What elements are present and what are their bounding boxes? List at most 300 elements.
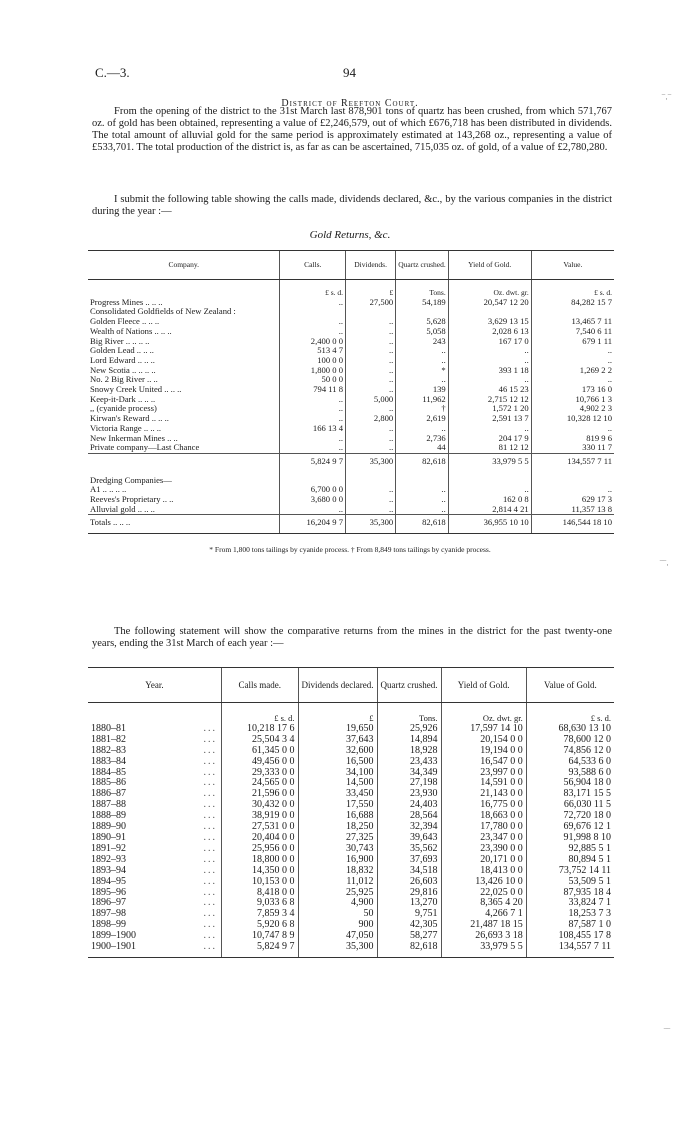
col-dividends: Dividends. [346, 251, 396, 280]
table-cell: 11,357 13 8 [531, 505, 614, 515]
table-cell: 33,979 5 5 [441, 942, 526, 957]
table-cell [280, 467, 346, 476]
table-cell: 35,300 [346, 515, 396, 534]
leader-dots: ... [203, 777, 217, 789]
table-cell: 18,832 [298, 866, 377, 877]
table-cell: Reeves's Proprietary .. .. [90, 494, 174, 505]
table-cell: 32,394 [377, 822, 441, 833]
margin-mark: ‾‾· [660, 560, 669, 570]
table-intro-paragraph: I submit the following table showing the calls made, dividends declared, &c., by the various companies in the district during the year :— [92, 194, 612, 217]
table-row [88, 395, 614, 405]
table-cell: 61,345 0 0 [221, 746, 298, 757]
table-cell: 2,028 6 13 [448, 327, 531, 337]
table-cell: .. [346, 366, 396, 376]
table-cell: 243 [396, 337, 448, 347]
table-cell: £ [298, 703, 377, 724]
table-cell: 8,365 4 20 [441, 898, 526, 909]
table-cell: .. [280, 327, 346, 337]
col-quartz: Quartz crushed. [396, 251, 448, 280]
table-cell: 34,100 [298, 768, 377, 779]
table-cell: 679 1 11 [531, 337, 614, 347]
table-cell: .. [280, 395, 346, 405]
table-cell: .. [396, 505, 448, 515]
table-cell: .. [346, 434, 396, 444]
table-cell: Kirwan's Reward .. .. .. [90, 413, 169, 424]
table-cell: 66,030 11 5 [526, 800, 614, 811]
leader-dots: ... [203, 810, 217, 822]
col-yield: Yield of Gold. [448, 251, 531, 280]
table-cell: 4,902 2 3 [531, 404, 614, 414]
table-cell: 5,824 9 7 [280, 453, 346, 466]
table-cell: 22,025 0 0 [441, 888, 526, 899]
table-cell: Golden Lead .. .. .. [90, 345, 154, 356]
table-cell: 27,325 [298, 833, 377, 844]
table-cell: 2,715 12 12 [448, 395, 531, 405]
table-cell: Keep-it-Dark .. .. .. [90, 393, 156, 404]
table-cell: 9,751 [377, 909, 441, 920]
table-cell: 6,700 0 0 [280, 485, 346, 495]
table-cell: ,, (cyanide process) [90, 403, 157, 414]
year-label: 1887–88 [91, 799, 126, 811]
table-cell: 2,736 [396, 434, 448, 444]
table-cell: 5,000 [346, 395, 396, 405]
table-cell: 37,693 [377, 855, 441, 866]
table-cell: .. [396, 346, 448, 356]
table-cell: 3,680 0 0 [280, 495, 346, 505]
section-title: District of Reefton Court. [281, 98, 419, 109]
table-cell: .. [346, 327, 396, 337]
table-cell: 49,456 0 0 [221, 757, 298, 768]
year-label: 1900–1901 [91, 941, 136, 953]
table-cell: 11,012 [298, 877, 377, 888]
table-cell: Oz. dwt. gr. [448, 280, 531, 298]
table-cell: 92,885 5 1 [526, 844, 614, 855]
leader-dots: ... [203, 744, 217, 756]
table-cell: 23,433 [377, 757, 441, 768]
table-row [88, 757, 614, 768]
table-cell: 5,058 [396, 327, 448, 337]
table-cell: 35,300 [298, 942, 377, 957]
table-cell: .. [448, 346, 531, 356]
table-cell: 33,979 5 5 [448, 453, 531, 466]
table-cell: .. [280, 404, 346, 414]
table-cell: 108,455 17 8 [526, 931, 614, 942]
year-label: 1886–87 [91, 788, 126, 800]
year-label: 1892–93 [91, 853, 126, 865]
table-cell: 39,643 [377, 833, 441, 844]
table-cell: Snowy Creek United .. .. .. [90, 384, 182, 395]
table-cell [396, 476, 448, 486]
table-row [88, 495, 614, 505]
table-cell: 91,998 8 10 [526, 833, 614, 844]
col-calls: Calls. [280, 251, 346, 280]
table-cell: 42,305 [377, 920, 441, 931]
year-label: 1882–83 [91, 744, 126, 756]
table-cell: 26,693 3 18 [441, 931, 526, 942]
table-cell: 69,676 12 1 [526, 822, 614, 833]
table-cell: 16,688 [298, 811, 377, 822]
table-cell: £ s. d. [280, 280, 346, 298]
table-cell: 30,432 0 0 [221, 800, 298, 811]
table-cell: 50 0 0 [280, 375, 346, 385]
table-cell: 26,603 [377, 877, 441, 888]
table-cell: 93,588 6 0 [526, 768, 614, 779]
table-cell: 87,587 1 0 [526, 920, 614, 931]
table-cell [280, 307, 346, 317]
table-cell: 9,033 6 8 [221, 898, 298, 909]
table-cell: 20,171 0 0 [441, 855, 526, 866]
table-cell: 33,450 [298, 789, 377, 800]
table-cell: .. [346, 375, 396, 385]
table-cell: 7,859 3 4 [221, 909, 298, 920]
units-row [88, 280, 614, 298]
table-cell: 80,894 5 1 [526, 855, 614, 866]
totals-row [88, 515, 614, 534]
table-header-row [88, 668, 614, 703]
table-cell: 14,591 0 0 [441, 778, 526, 789]
table-row [88, 307, 614, 317]
table-cell: 73,752 14 11 [526, 866, 614, 877]
table-row [88, 746, 614, 757]
table-cell: 27,198 [377, 778, 441, 789]
table-cell: 14,350 0 0 [221, 866, 298, 877]
table-cell: 23,930 [377, 789, 441, 800]
table-cell: 18,928 [377, 746, 441, 757]
table-cell: 10,328 12 10 [531, 414, 614, 424]
table-cell: 34,349 [377, 768, 441, 779]
table-cell: 23,390 0 0 [441, 844, 526, 855]
table-cell: 27,531 0 0 [221, 822, 298, 833]
table-cell: 64,533 6 0 [526, 757, 614, 768]
table-cell: 27,500 [346, 298, 396, 308]
table-caption: Gold Returns, &c. [309, 229, 391, 241]
leader-dots: ... [203, 886, 217, 898]
col-yield-of-gold: Yield of Gold. [441, 668, 526, 703]
leader-dots: ... [203, 930, 217, 942]
table-cell: 794 11 8 [280, 385, 346, 395]
table-cell: 18,413 0 0 [441, 866, 526, 877]
table-cell: £ s. d. [526, 703, 614, 724]
year-label: 1881–82 [91, 733, 126, 745]
table-cell: Consolidated Goldfields of New Zealand : [90, 306, 236, 317]
table-cell: .. [346, 337, 396, 347]
table-cell: .. [531, 424, 614, 434]
table-cell: 2,814 4 21 [448, 505, 531, 515]
table-cell: 82,618 [377, 942, 441, 957]
table-cell: 819 9 6 [531, 434, 614, 444]
leader-dots: ... [203, 733, 217, 745]
table-cell: .. [280, 434, 346, 444]
table-cell: 7,540 6 11 [531, 327, 614, 337]
table-cell: 82,618 [396, 453, 448, 466]
table-cell: .. [396, 485, 448, 495]
table-cell: 2,619 [396, 414, 448, 424]
year-label: 1899–1900 [91, 930, 136, 942]
table-cell: .. [346, 317, 396, 327]
table-header-row [88, 251, 614, 280]
table-cell: 10,747 8 9 [221, 931, 298, 942]
table-cell: .. [280, 505, 346, 515]
table-row [88, 866, 614, 877]
margin-mark: ‾‾ [664, 1028, 670, 1038]
table-cell: Totals .. .. .. [88, 515, 280, 534]
table-cell: 16,547 0 0 [441, 757, 526, 768]
year-label: 1896–97 [91, 897, 126, 909]
table-cell: 25,504 3 4 [221, 735, 298, 746]
col-dividends-declared: Dividends declared. [298, 668, 377, 703]
table-cell: .. [531, 485, 614, 495]
table-cell: 10,766 1 3 [531, 395, 614, 405]
table-row [88, 898, 614, 909]
table-cell: 21,596 0 0 [221, 789, 298, 800]
leader-dots: ... [203, 788, 217, 800]
table-cell: £ s. d. [531, 280, 614, 298]
table-cell: 46 15 23 [448, 385, 531, 395]
table-cell: 34,518 [377, 866, 441, 877]
table-cell: 1,572 1 20 [448, 404, 531, 414]
units-row [88, 703, 614, 724]
table-cell: 14,894 [377, 735, 441, 746]
table-cell: .. [346, 385, 396, 395]
table-cell: A1 .. .. .. .. [90, 484, 127, 495]
table-cell [88, 280, 280, 298]
page-number: 94 [343, 65, 356, 80]
table-cell: † [396, 404, 448, 414]
table-cell: 14,500 [298, 778, 377, 789]
table-cell [531, 476, 614, 486]
table-cell: .. [346, 404, 396, 414]
table-cell: .. [396, 495, 448, 505]
table-cell: 74,856 12 0 [526, 746, 614, 757]
table-cell: 35,300 [346, 453, 396, 466]
table-cell [448, 467, 531, 476]
table-cell: .. [346, 443, 396, 453]
table-cell: .. [448, 375, 531, 385]
table-cell: .. [531, 356, 614, 366]
year-label: 1880–81 [91, 722, 126, 734]
table-cell: Oz. dwt. gr. [441, 703, 526, 724]
table-cell: 54,189 [396, 298, 448, 308]
col-calls-made: Calls made. [221, 668, 298, 703]
year-label: 1888–89 [91, 810, 126, 822]
table-cell: 134,557 7 11 [526, 942, 614, 957]
table-row [88, 385, 614, 395]
table-cell: 28,564 [377, 811, 441, 822]
table-cell: 17,780 0 0 [441, 822, 526, 833]
leader-dots: ... [203, 908, 217, 920]
leader-dots: ... [203, 842, 217, 854]
table-cell: 58,277 [377, 931, 441, 942]
table-cell: .. [346, 495, 396, 505]
table-cell: 5,628 [396, 317, 448, 327]
table-cell: New Scotia .. .. .. .. [90, 364, 156, 375]
col-year: Year. [88, 668, 221, 703]
table-cell: 38,919 0 0 [221, 811, 298, 822]
table-cell: 11,962 [396, 395, 448, 405]
table-cell: 37,643 [298, 735, 377, 746]
table-cell: * [396, 366, 448, 376]
table-cell: .. [346, 505, 396, 515]
table-cell: 83,171 15 5 [526, 789, 614, 800]
table-row [88, 877, 614, 888]
table-cell: 25,925 [298, 888, 377, 899]
table-cell: Lord Edward .. .. .. [90, 354, 155, 365]
table-cell: 25,926 [377, 724, 441, 735]
table-cell: 68,630 13 10 [526, 724, 614, 735]
table-cell: 8,418 0 0 [221, 888, 298, 899]
table-cell: 29,333 0 0 [221, 768, 298, 779]
table-row [88, 909, 614, 920]
table-cell: .. [280, 298, 346, 308]
table-row [88, 505, 614, 515]
intro-paragraph: From the opening of the district to the 31st March last 878,901 tons of quartz has been crushed, from which 571,767 oz. of gold has been obtained, representing a value of £2,246,579, out of which £676,718 has been distributed in dividends. The total amount of alluvial gold for the same period is approximately estimated at 143,268 oz., representing a value of £533,701. The total production of the district is, as far as can be ascertained, 715,035 oz. of gold, of a value of £2,780,280. [92, 106, 612, 153]
comparative-paragraph: The following statement will show the comparative returns from the mines in the district for the past twenty-one years, ending the 31st March of each year :— [92, 626, 612, 649]
table-cell: 134,557 7 11 [531, 453, 614, 466]
gold-returns-table [88, 250, 614, 534]
table-cell: Golden Fleece .. .. .. [90, 316, 160, 327]
table-cell: .. [531, 346, 614, 356]
leader-dots: ... [203, 941, 217, 953]
table-cell: 166 13 4 [280, 424, 346, 434]
leader-dots: ... [203, 919, 217, 931]
table-cell: Tons. [396, 280, 448, 298]
table-cell [88, 942, 221, 957]
table-cell: 17,550 [298, 800, 377, 811]
year-label: 1889–90 [91, 821, 126, 833]
table-cell: 1,800 0 0 [280, 366, 346, 376]
table-cell: .. [280, 443, 346, 453]
table-cell: .. [396, 356, 448, 366]
table-cell: 10,218 17 6 [221, 724, 298, 735]
table-cell: £ [346, 280, 396, 298]
table-cell: 4,266 7 1 [441, 909, 526, 920]
year-label: 1884–85 [91, 766, 126, 778]
table-footnote: * From 1,800 tons tailings by cyanide process. † From 8,849 tons tailings by cyanide process. [209, 545, 491, 554]
table-cell: 3,629 13 15 [448, 317, 531, 327]
table-cell: 18,250 [298, 822, 377, 833]
table-cell: 17,597 14 10 [441, 724, 526, 735]
table-cell: 18,253 7 3 [526, 909, 614, 920]
subtotal-row [88, 453, 614, 466]
table-cell: 18,800 0 0 [221, 855, 298, 866]
page-header [95, 65, 615, 81]
table-cell: 35,562 [377, 844, 441, 855]
table-cell: 16,500 [298, 757, 377, 768]
table-cell [396, 467, 448, 476]
leader-dots: ... [203, 799, 217, 811]
table-cell: 204 17 9 [448, 434, 531, 444]
table-cell: 173 16 0 [531, 385, 614, 395]
table-cell: 24,565 0 0 [221, 778, 298, 789]
table-cell: .. [280, 317, 346, 327]
leader-dots: ... [203, 755, 217, 767]
table-cell: 16,775 0 0 [441, 800, 526, 811]
year-label: 1885–86 [91, 777, 126, 789]
table-cell: 78,600 12 0 [526, 735, 614, 746]
table-cell: 21,143 0 0 [441, 789, 526, 800]
table-cell: 162 0 8 [448, 495, 531, 505]
year-label: 1898–99 [91, 919, 126, 931]
table-cell: 23,997 0 0 [441, 768, 526, 779]
table-cell: 21,487 18 15 [441, 920, 526, 931]
table-cell: 33,824 7 1 [526, 898, 614, 909]
table-cell: 23,347 0 0 [441, 833, 526, 844]
table-cell: 13,426 10 0 [441, 877, 526, 888]
table-cell: 25,956 0 0 [221, 844, 298, 855]
table-row [88, 356, 614, 366]
table-row [88, 942, 614, 957]
col-value: Value. [531, 251, 614, 280]
table-cell: .. [346, 424, 396, 434]
year-label: 1897–98 [91, 908, 126, 920]
table-cell: .. [346, 356, 396, 366]
table-cell [531, 467, 614, 476]
table-cell: 2,591 13 7 [448, 414, 531, 424]
year-label: 1895–96 [91, 886, 126, 898]
table-cell: 32,600 [298, 746, 377, 757]
table-cell: 18,663 0 0 [441, 811, 526, 822]
table-cell: 84,282 15 7 [531, 298, 614, 308]
table-cell: 30,743 [298, 844, 377, 855]
table-cell: 629 17 3 [531, 495, 614, 505]
leader-dots: ... [203, 897, 217, 909]
table-cell: 29,816 [377, 888, 441, 899]
table-cell: 10,153 0 0 [221, 877, 298, 888]
col-value-of-gold: Value of Gold. [526, 668, 614, 703]
table-cell [88, 703, 221, 724]
table-cell: Victoria Range .. .. .. [90, 422, 162, 433]
table-cell [88, 453, 280, 466]
table-cell: .. [448, 424, 531, 434]
table-cell: 20,547 12 20 [448, 298, 531, 308]
table-cell: .. [346, 346, 396, 356]
table-cell: 53,509 5 1 [526, 877, 614, 888]
table-cell: .. [448, 485, 531, 495]
table-cell: 139 [396, 385, 448, 395]
table-row [88, 476, 614, 486]
table-cell: 50 [298, 909, 377, 920]
table-cell: 900 [298, 920, 377, 931]
year-label: 1890–91 [91, 831, 126, 843]
leader-dots: ... [203, 864, 217, 876]
table-cell: 146,544 18 10 [531, 515, 614, 534]
table-cell: 393 1 18 [448, 366, 531, 376]
comparative-returns-table [88, 667, 614, 958]
leader-dots: ... [203, 722, 217, 734]
table-cell: 56,904 18 0 [526, 778, 614, 789]
leader-dots: ... [203, 831, 217, 843]
table-cell: 47,050 [298, 931, 377, 942]
leader-dots: ... [203, 875, 217, 887]
table-cell: No. 2 Big River .. .. [90, 374, 158, 385]
table-cell: 36,955 10 10 [448, 515, 531, 534]
table-cell: 513 4 7 [280, 346, 346, 356]
table-cell: .. [280, 414, 346, 424]
col-quartz-crushed: Quartz crushed. [377, 668, 441, 703]
table-row [88, 337, 614, 347]
table-row [88, 414, 614, 424]
margin-mark: ‾·‾ [662, 94, 671, 104]
table-cell [346, 467, 396, 476]
table-cell: 20,154 0 0 [441, 735, 526, 746]
table-cell: Progress Mines .. .. .. [90, 296, 163, 307]
col-company: Company. [88, 251, 280, 280]
leader-dots: ... [203, 853, 217, 865]
table-cell: Tons. [377, 703, 441, 724]
table-cell: .. [396, 375, 448, 385]
table-cell: 100 0 0 [280, 356, 346, 366]
table-cell: Alluvial gold .. .. .. [90, 503, 155, 514]
